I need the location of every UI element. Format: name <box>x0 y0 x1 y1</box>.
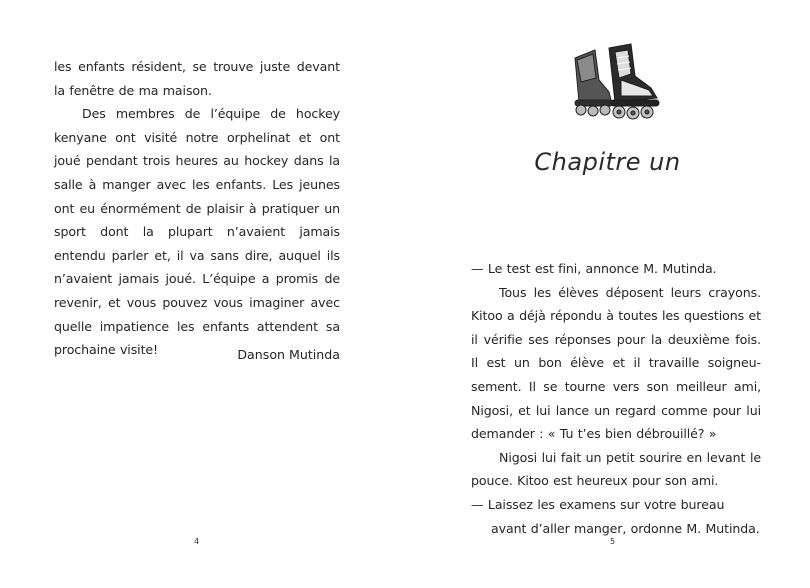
signature: Danson Mutinda <box>237 347 340 362</box>
dialog-line: — Laissez les examens sur votre bureau <box>471 496 725 512</box>
dialog-line: — Le test est fini, annonce M. Mutinda. <box>471 261 717 276</box>
chapter-title: Chapitre un <box>534 148 681 176</box>
left-page-text <box>54 55 340 362</box>
dialog-line-continuation: avant d’aller manger, ordonne M. Mutinda. <box>491 520 760 536</box>
paragraph-hockey-visit: Des membres de l’équipe de hockey kenyane ont visité notre orphelinat et ont joué pendant trois heures au hockey dans la salle à manger avec les enfants. Les jeunes ont eu énormément de plaisir à pratiquer un sport dont la plupart n’avaient jamais entendu parler et, il va sans dire, auquel ils n’avaient jamais joué. L’équipe a promis de revenir, et vous pouvez vous imaginer avec quelle impatience les enfants attendent sa prochaine visite! <box>54 106 340 358</box>
paragraph-students: Tous les élèves déposent leurs crayons. Kitoo a déjà répondu à toutes les questions et il vérifie ses réponses pour la deuxième fois. Il est un bon élève et il travaille soigneu-sement. Il se tourne vers son meilleur ami, Nigosi, et lui lance un regard comme pour lui demander : « Tu t’es bien débrouillé? » <box>471 284 761 442</box>
roller-skates-icon <box>565 40 665 122</box>
page-number-left: 4 <box>194 537 200 546</box>
page-number-right: 5 <box>610 537 616 546</box>
right-page-text <box>471 257 761 540</box>
paragraph-nigosi: Nigosi lui fait un petit sourire en levant le pouce. Kitoo est heureux pour son ami. <box>471 449 761 489</box>
paragraph-continuation: les enfants résident, se trouve juste devant la fenêtre de ma maison. <box>54 59 340 98</box>
right-page <box>405 0 810 588</box>
